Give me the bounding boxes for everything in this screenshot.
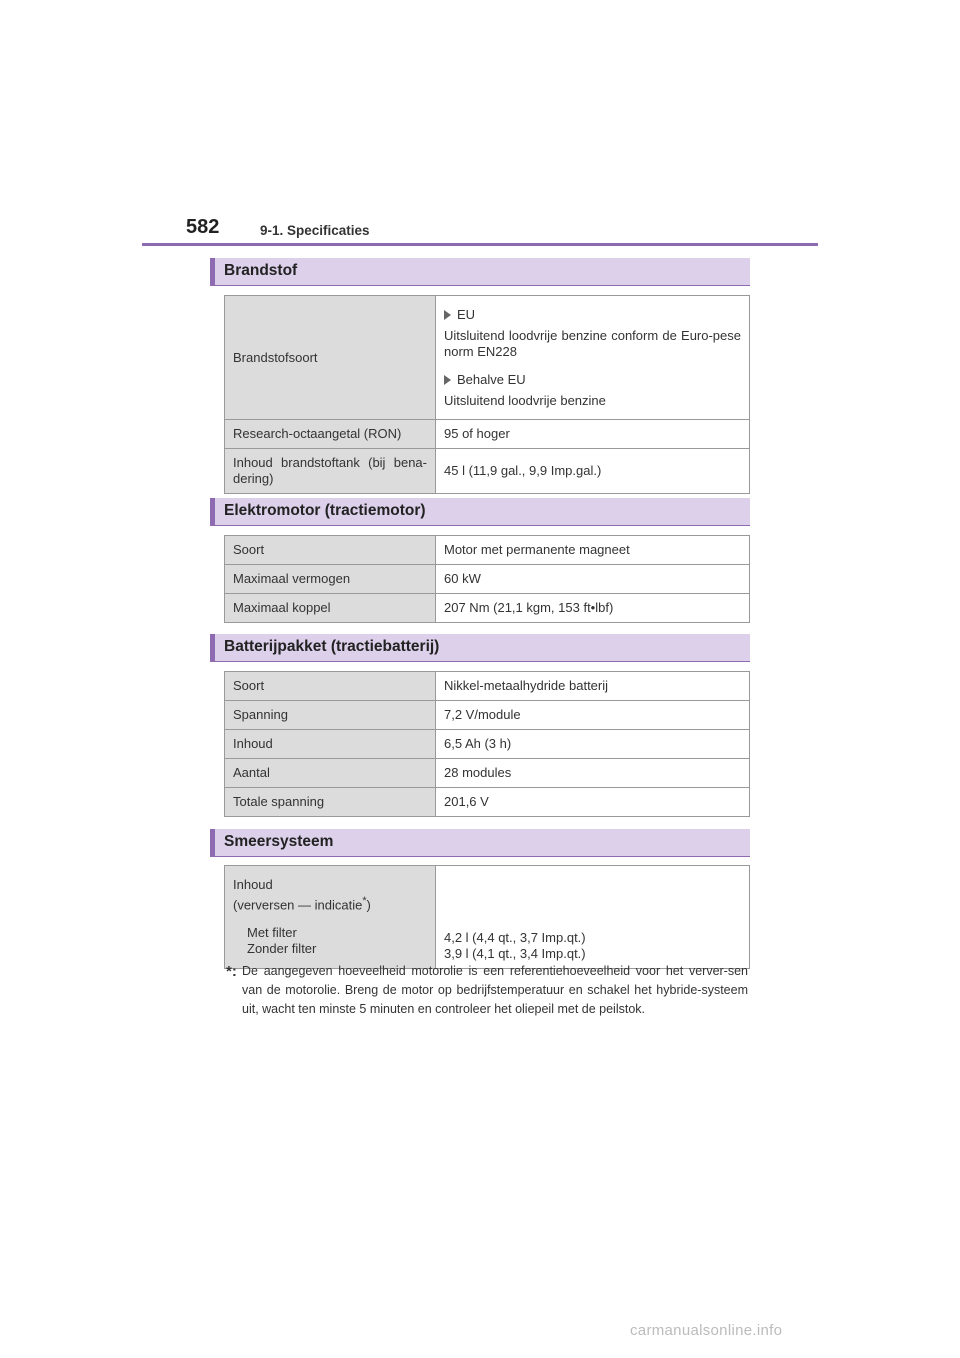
fuel-type-value [436,296,750,420]
asterisk: * [362,894,367,907]
row-value: 6,5 Ah (3 h) [436,730,750,759]
table-row [225,296,750,420]
table-row [225,730,750,759]
row-value: 45 l (11,9 gal., 9,9 Imp.gal.) [436,449,750,494]
table-row [225,866,750,969]
capacity-label: Inhoud [233,876,273,892]
section-fuel-header [210,258,750,286]
row-value: 60 kW [436,565,750,594]
watermark: carmanualsonline.info [630,1322,783,1339]
section-lubrication-header [210,829,750,857]
row-key: Spanning [225,701,436,730]
capacity-sub: (verversen — indicatie*) [233,894,371,913]
option-non-eu [444,372,741,388]
section-title: Batterijpakket (tractiebatterij) [224,638,440,655]
row-key: Maximaal koppel [225,594,436,623]
section-title: Elektromotor (tractiemotor) [224,502,426,519]
triangle-bullet-icon [444,375,451,385]
row-value: Motor met permanente magneet [436,536,750,565]
option-text: Uitsluitend loodvrije benzine conform de Euro-pese norm EN228 [444,327,741,359]
section-title: Smeersysteem [224,833,334,850]
fuel-table [224,295,750,494]
page-header [186,214,818,246]
with-filter-label: Met filter [247,925,297,941]
row-value: Nikkel-metaalhydride batterij [436,672,750,701]
row-key: Totale spanning [225,788,436,817]
table-row [225,449,750,494]
option-region: Behalve EU [457,371,526,387]
option-text: Uitsluitend loodvrije benzine [444,392,606,408]
row-value: 28 modules [436,759,750,788]
row-key: Inhoud [225,730,436,759]
page-number: 582 [186,216,220,238]
row-key: Inhoud brandstoftank (bij bena-dering) [225,449,436,494]
row-key: Soort [225,536,436,565]
header-rule [142,243,818,246]
row-key: Research-octaangetal (RON) [225,420,436,449]
battery-table [224,671,750,817]
capacity-label-cell [225,866,436,969]
fuel-type-label: Brandstofsoort [225,296,436,420]
table-row [225,565,750,594]
option-eu [444,307,741,323]
table-row [225,420,750,449]
table-row [225,536,750,565]
with-filter-value: 4,2 l (4,4 qt., 3,7 Imp.qt.) [444,930,586,945]
section-battery-header [210,634,750,662]
section-motor-header [210,498,750,526]
row-value: 207 Nm (21,1 kgm, 153 ft•lbf) [436,594,750,623]
capacity-value-cell [436,866,750,969]
section-title: Brandstof [224,262,298,279]
table-row [225,788,750,817]
row-value: 7,2 V/module [436,701,750,730]
without-filter-label: Zonder filter [247,941,317,957]
row-key: Maximaal vermogen [225,565,436,594]
without-filter-value: 3,9 l (4,1 qt., 3,4 Imp.qt.) [444,946,586,961]
footnote-mark: *: [226,963,237,980]
triangle-bullet-icon [444,310,451,320]
row-value: 201,6 V [436,788,750,817]
footnote [226,962,748,1019]
chapter-title: 9-1. Specificaties [260,223,370,238]
lubrication-table [224,865,750,969]
table-row [225,594,750,623]
row-value: 95 of hoger [436,420,750,449]
table-row [225,701,750,730]
option-region: EU [457,306,476,322]
motor-table [224,535,750,623]
table-row [225,672,750,701]
row-key: Soort [225,672,436,701]
footnote-text: De aangegeven hoeveelheid motorolie is een referentiehoeveelheid voor het verver-sen van de motorolie. Breng de motor op bedrijfstemperatuur en schakel het hybride-systeem uit, wacht ten minste 5 minuten en controleer het oliepeil met de peilstok. [242,964,748,1016]
row-key: Aantal [225,759,436,788]
table-row [225,759,750,788]
